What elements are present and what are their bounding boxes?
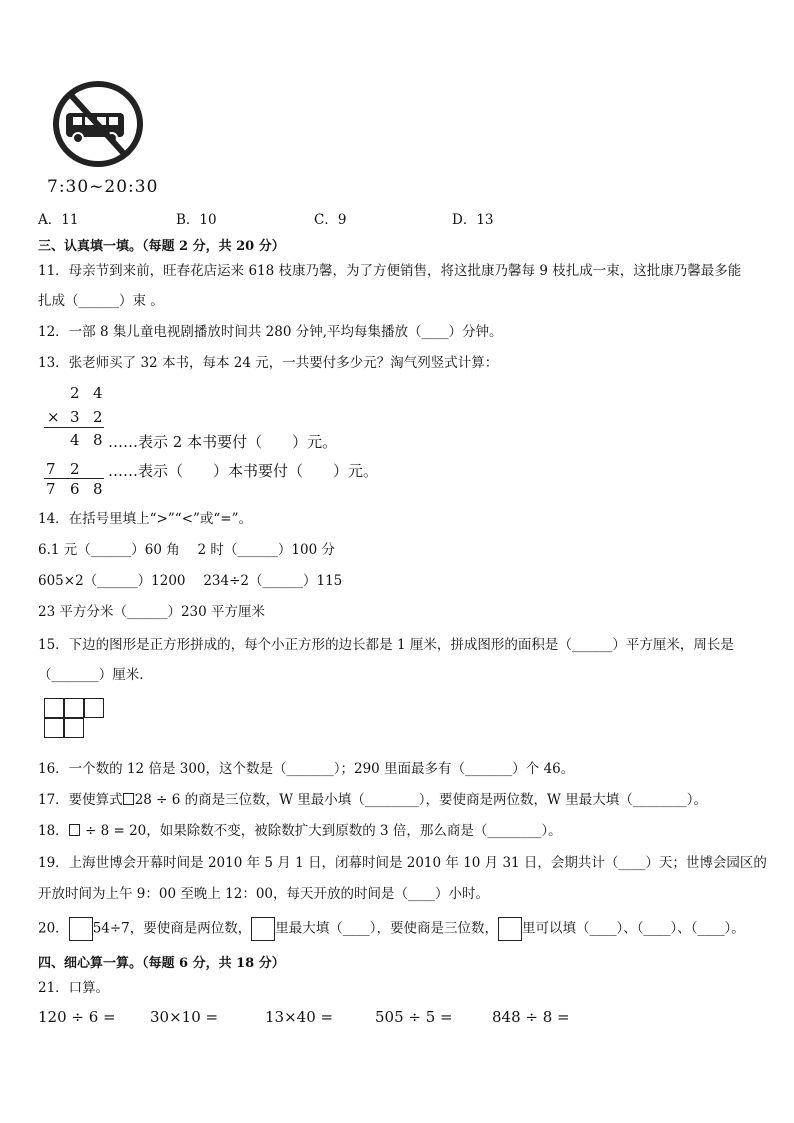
sign-time-label: 7:30~20:30	[47, 177, 159, 197]
q17-suffix: 28 ÷ 6 的商是三位数，W 里最小填（________），要使商是两位数，W 里最大填（________）。	[134, 792, 707, 808]
vert-r4-d1: 7	[46, 460, 56, 478]
q19-line2: 开放时间为上午 9：00 至晚上 12：00，每天开放的时间是（____）小时。	[38, 886, 489, 902]
vert-r5-d2: 6	[70, 480, 80, 498]
q11-line2: 扎成（______）束 。	[38, 293, 164, 309]
grid-cell	[44, 718, 64, 738]
vert-r1-d1: 2	[70, 384, 80, 402]
q13-text: 13．张老师买了 32 本书，每本 24 元，一共要付多少元？淘气列竖式计算：	[38, 355, 499, 371]
section-4-heading: 四、细心算一算。（每题 6 分，共 18 分）	[38, 956, 285, 971]
q20-prefix: 20．	[38, 920, 69, 937]
vert-note-1: ……表示 2 本书要付（ ）元。	[108, 433, 338, 451]
grid-cell	[44, 698, 64, 718]
vert-r3-d1: 4	[70, 431, 80, 449]
vert-note-2: ……表示（ ）本书要付（ ）元。	[108, 462, 379, 480]
q14-row-b: 605×2（______）1200 234÷2（______）115	[38, 573, 343, 589]
q16-text: 16．一个数的 12 倍是 300，这个数是（_______）；290 里面最多有（_______）个 46。	[38, 761, 575, 777]
q14-row-a: 6.1 元（______）60 角 2 时（______）100 分	[38, 542, 335, 558]
vert-line-2	[44, 478, 104, 479]
q20-part-d: 里可以填（____）、（____）、（____）。	[522, 920, 745, 937]
section-3-heading: 三、认真填一填。（每题 2 分，共 20 分）	[38, 239, 285, 254]
vert-line-1	[44, 427, 104, 428]
vert-r5-d1: 7	[46, 480, 56, 498]
q15-line2: （_______）厘米．	[38, 667, 153, 683]
q20-text	[38, 917, 745, 941]
q14-row-c: 23 平方分米（______）230 平方厘米	[38, 604, 266, 620]
q18-suffix: ÷ 8 = 20，如果除数不变，被除数扩大到原数的 3 倍，那么商是（________）。	[80, 823, 562, 839]
vert-operator: ×	[47, 408, 60, 426]
q18-prefix: 18．	[38, 823, 69, 839]
q15-line1: 15．下边的图形是正方形拼成的，每个小正方形的边长都是 1 厘米，拼成图形的面积是（______）平方厘米，周长是	[38, 637, 734, 653]
grid-cell	[64, 698, 84, 718]
blank-box	[123, 793, 134, 805]
vert-r2-d2: 2	[93, 408, 103, 426]
option-a: A．11	[38, 212, 79, 228]
blank-box	[251, 917, 275, 941]
q19-line1: 19．上海世博会开幕时间是 2010 年 5 月 1 日，闭幕时间是 2010 年 10 月 31 日，会期共计（____）天；世博会园区的	[38, 855, 767, 871]
vert-r1-d2: 4	[93, 384, 103, 402]
no-bus-icon	[52, 80, 144, 168]
calc-item-5: 848 ÷ 8 =	[492, 1008, 570, 1026]
blank-box	[69, 824, 80, 836]
vert-r5-d3: 8	[93, 480, 103, 498]
blank-box	[69, 917, 93, 941]
q14-text: 14．在括号里填上“>”“<”或“=”。	[38, 511, 253, 527]
q20-part-c: 里最大填（____），要使商是三位数，	[275, 920, 499, 937]
q17-prefix: 17．要使算式	[38, 792, 123, 808]
q18-text	[38, 822, 562, 840]
q11-line1: 11．母亲节到来前，旺春花店运来 618 枝康乃馨，为了方便销售，将这批康乃馨每 9 枝扎成一束，这批康乃馨最多能	[38, 263, 742, 279]
grid-cell	[84, 698, 104, 718]
calc-item-1: 120 ÷ 6 =	[38, 1008, 116, 1026]
q17-text	[38, 791, 707, 809]
calc-item-3: 13×40 =	[265, 1008, 334, 1026]
q20-part-b: 54÷7，要使商是两位数，	[92, 920, 252, 937]
vert-r3-d2: 8	[93, 431, 103, 449]
option-b: B．10	[176, 212, 217, 228]
vert-r2-d1: 3	[70, 408, 80, 426]
option-c: C．9	[314, 212, 347, 228]
calc-item-2: 30×10 =	[150, 1008, 219, 1026]
option-d: D．13	[452, 212, 494, 228]
calc-item-4: 505 ÷ 5 =	[375, 1008, 453, 1026]
q21-text: 21．口算。	[38, 980, 110, 996]
grid-cell	[64, 718, 84, 738]
q12-text: 12．一部 8 集儿童电视剧播放时间共 280 分钟,平均每集播放（____）分钟。	[38, 324, 503, 340]
blank-box	[498, 917, 522, 941]
vert-r4-d2: 2	[70, 460, 80, 478]
